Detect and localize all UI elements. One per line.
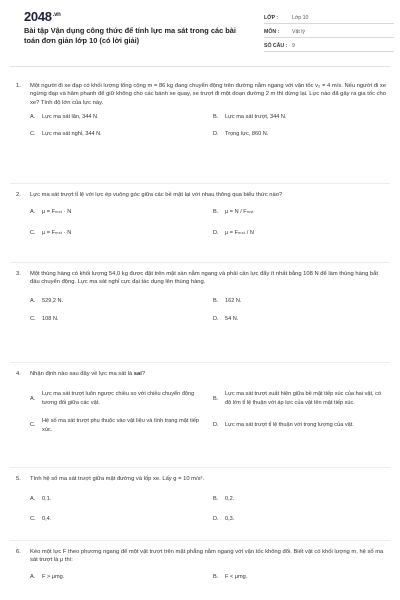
option-letter: B.	[213, 496, 219, 503]
option-b[interactable]	[213, 297, 386, 305]
question-text: Kéo một lực F theo phương ngang để một vật trượt trên mặt phẳng nằm ngang với vận tốc không đổi. Biết vật có khối lượng m, hệ số ma sát trượt là μ thì:	[30, 549, 384, 564]
option-a[interactable]	[30, 573, 203, 581]
option-text: Lực ma sát trượt luôn ngược chiều so với chiều chuyển động tương đối giữa các vật.	[42, 391, 195, 406]
logo-suffix: .vn	[52, 11, 61, 18]
option-text: Lực ma sát lăn, 344 N.	[42, 114, 99, 121]
option-text: 54 N.	[225, 316, 239, 323]
option-b[interactable]	[213, 208, 386, 216]
option-text: μ = Fₘₛₜ / N	[225, 229, 254, 236]
option-text: 162 N.	[225, 297, 242, 304]
option-text: F > μmg.	[42, 573, 65, 580]
question-5	[16, 475, 386, 523]
option-a[interactable]	[30, 297, 203, 305]
option-text: Lực ma sát trượt xuất hiện giữa bề mặt tiếp xúc của hai vật, có độ lớn tỉ lệ thuận với áp lực của vật lên mặt tiếp xúc.	[225, 391, 382, 406]
question-text: Lực ma sát trượt tỉ lệ với lực ép vuông góc giữa các bề mặt lại với nhau thông qua biểu thức nào?	[30, 192, 283, 198]
option-letter: B.	[213, 209, 219, 216]
question-3	[16, 270, 386, 324]
option-a[interactable]	[30, 495, 203, 503]
option-text: Lực ma sát trượt, 344 N.	[225, 114, 287, 121]
site-logo[interactable]	[24, 9, 61, 24]
option-text: 0,3.	[225, 515, 235, 522]
option-letter: B.	[213, 573, 219, 580]
option-c[interactable]	[30, 417, 203, 434]
question-text: Một thùng hàng có khối lượng 54,0 kg được đặt trên mặt sàn nằm ngang và phải cần lực đẩy ít nhất bằng 108 N để làm thùng hàng bắt đầu chuyển động. Lực ma sát nghỉ cực đại tác dụng lên thùng hàng.	[30, 271, 378, 286]
question-divider	[10, 467, 390, 468]
option-a[interactable]	[30, 390, 203, 407]
option-text: μ = Fₘₛₜ · N	[42, 209, 72, 216]
question-number: 5.	[16, 476, 21, 482]
option-a[interactable]	[30, 208, 203, 216]
option-letter: D.	[213, 515, 219, 522]
option-text: Lực ma sát trượt tỉ lệ thuận với trọng lượng của vật.	[225, 422, 354, 429]
meta-value: 9	[292, 43, 295, 49]
option-text: 529,2 N.	[42, 297, 64, 304]
option-d[interactable]	[213, 417, 386, 434]
question-number: 1.	[16, 83, 21, 89]
meta-value: Vật lý	[292, 29, 305, 35]
option-d[interactable]	[213, 515, 386, 523]
question-2	[16, 191, 386, 237]
meta-row-count	[264, 38, 394, 52]
option-letter: A.	[30, 395, 36, 402]
question-number: 2.	[16, 192, 21, 198]
option-b[interactable]	[213, 113, 386, 121]
question-4	[16, 370, 386, 434]
option-c[interactable]	[30, 315, 203, 323]
question-text-emphasis: sai	[133, 371, 142, 377]
question-6	[16, 548, 386, 581]
option-b[interactable]	[213, 495, 386, 503]
question-number: 4.	[16, 371, 21, 377]
option-text: Trọng lực, 860 N.	[225, 130, 269, 137]
option-letter: A.	[30, 573, 36, 580]
meta-label: MÔN :	[264, 29, 280, 35]
option-letter: A.	[30, 114, 36, 121]
option-c[interactable]	[30, 130, 203, 138]
question-text: Một người đi xe đạp có khối lượng tổng cộng m = 86 kg đang chuyển động trên đường nằm ngang với vận tốc v₀ = 4 m/s. Nếu người đi xe ngừng đạp và hãm phanh để giữ không cho các bánh xe quay, xe trượt đi một đoạn đường 2 m thì dừng lại. Lực nào đã gây ra gia tốc cho xe? Tính độ lớn của lực này.	[30, 83, 386, 106]
meta-label: SỐ CÂU :	[264, 43, 288, 49]
option-letter: A.	[30, 297, 36, 304]
option-letter: A.	[30, 496, 36, 503]
document-header	[10, 0, 390, 62]
meta-label: LỚP :	[264, 15, 279, 21]
meta-row-subject	[264, 24, 394, 38]
option-letter: D.	[213, 229, 219, 236]
option-d[interactable]	[213, 229, 386, 237]
meta-value: Lớp 10	[292, 15, 309, 21]
logo-main: 2048	[24, 9, 52, 24]
option-letter: C.	[30, 130, 36, 137]
option-c[interactable]	[30, 515, 203, 523]
option-letter: C.	[30, 422, 36, 429]
option-text: 0,4.	[42, 515, 52, 522]
question-text-end: ?	[141, 371, 146, 377]
header-divider	[10, 66, 390, 67]
option-letter: C.	[30, 229, 36, 236]
question-divider	[10, 362, 390, 363]
option-letter: B.	[213, 114, 219, 121]
option-text: 0,1.	[42, 496, 52, 503]
question-text-start: Nhận định nào sau đây về lực ma sát là	[30, 371, 134, 377]
option-text: F < μmg.	[225, 573, 248, 580]
option-b[interactable]	[213, 573, 386, 581]
question-number: 6.	[16, 549, 21, 555]
option-letter: B.	[213, 297, 219, 304]
option-text: Lực ma sát nghỉ, 344 N.	[42, 130, 102, 137]
page-title: Bài tập Vận dụng công thức để tính lực ma sát trong các bài toán đơn giản lớp 10 (có lời giải)	[24, 26, 236, 46]
option-letter: D.	[213, 130, 219, 137]
option-letter: D.	[213, 316, 219, 323]
question-divider	[10, 183, 390, 184]
question-1	[16, 82, 386, 138]
question-text: Tính hệ số ma sát trượt giữa mặt đường và lốp xe. Lấy g = 10 m/s².	[30, 476, 205, 482]
option-letter: D.	[213, 422, 219, 429]
option-text: Hệ số ma sát trượt phụ thuộc vào vật liệu và tình trạng mặt tiếp xúc.	[42, 418, 199, 433]
question-text	[30, 370, 386, 378]
option-c[interactable]	[30, 229, 203, 237]
option-text: 0,2.	[225, 496, 235, 503]
option-text: μ = Fₘₛₜ · N	[42, 229, 72, 236]
question-divider	[10, 540, 390, 541]
meta-table	[264, 10, 394, 52]
meta-row-class	[264, 10, 394, 24]
question-divider	[10, 262, 390, 263]
question-number: 3.	[16, 271, 21, 277]
option-d[interactable]	[213, 130, 386, 138]
option-letter: C.	[30, 316, 36, 323]
option-letter: C.	[30, 515, 36, 522]
option-a[interactable]	[30, 113, 203, 121]
option-d[interactable]	[213, 315, 386, 323]
option-b[interactable]	[213, 390, 386, 407]
option-letter: A.	[30, 209, 36, 216]
option-text: 108 N.	[42, 316, 59, 323]
option-text: μ = N / Fₘₛₜ	[225, 209, 254, 216]
option-letter: B.	[213, 395, 219, 402]
